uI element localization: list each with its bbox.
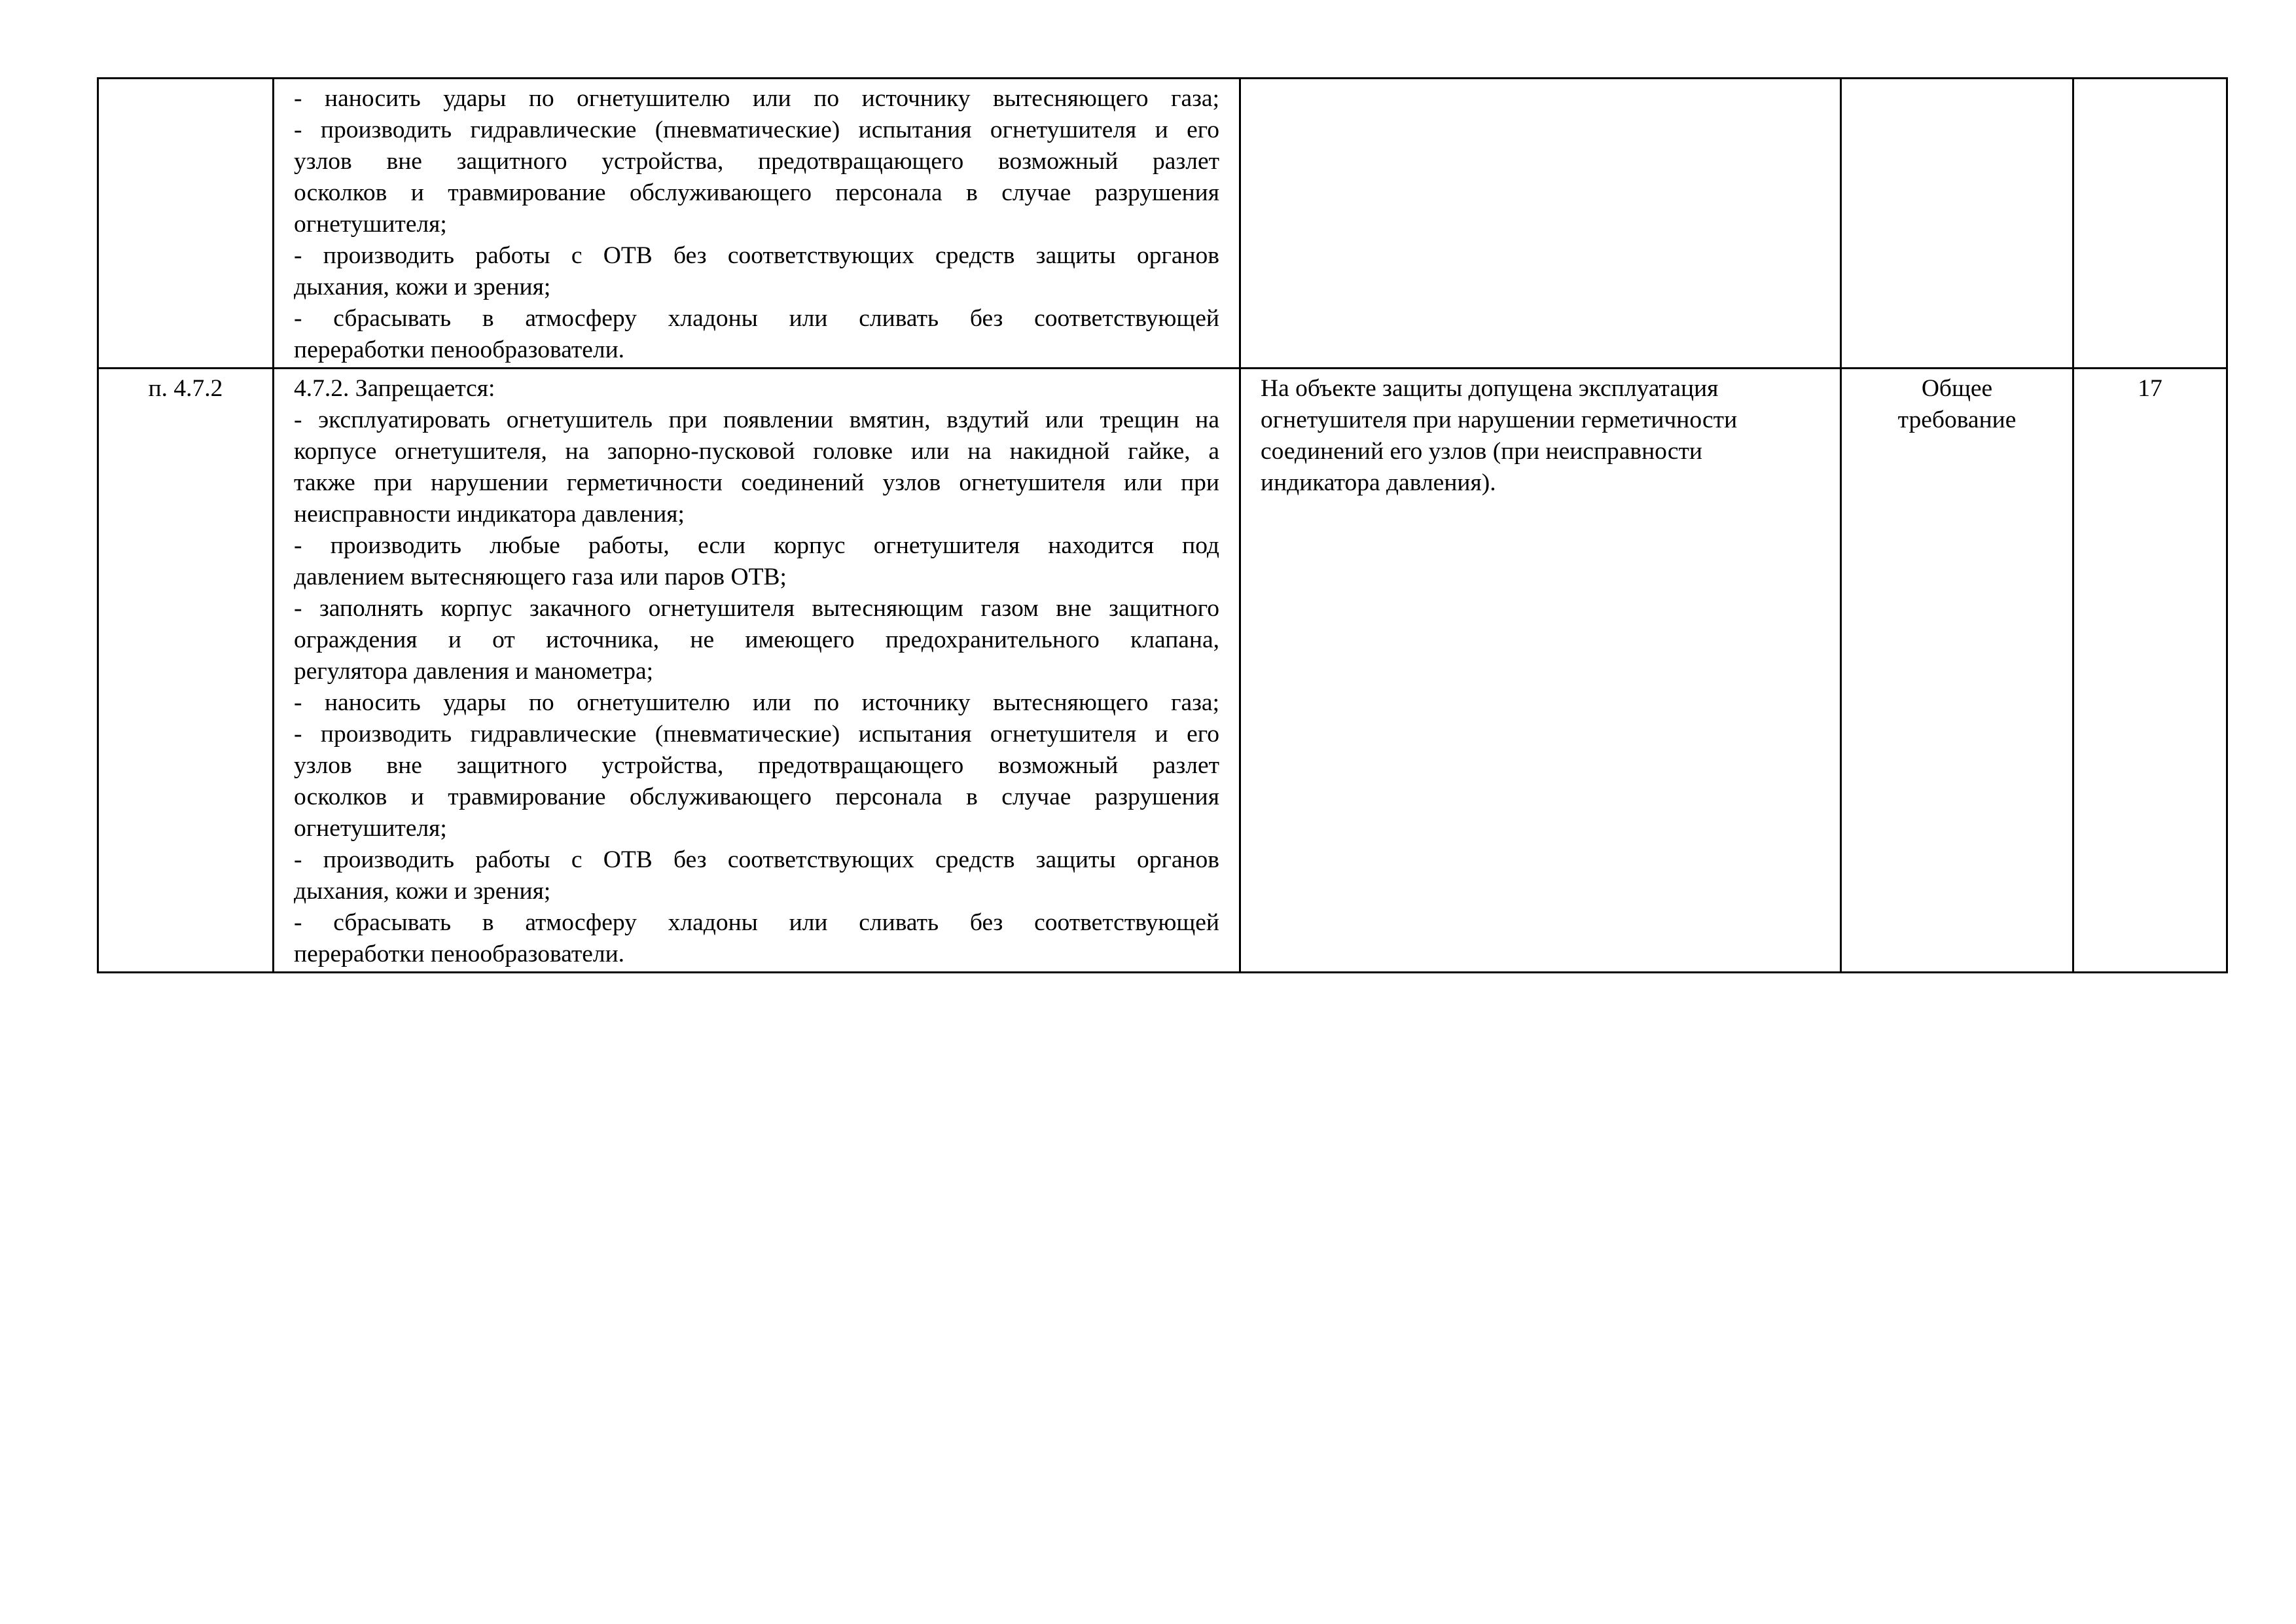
category-line: Общее [1921,375,1993,402]
text-line: - производить гидравлические (пневматические) испытания огнетушителя и его [294,721,1219,748]
violation-cell [1240,369,1841,973]
text-line: - заполнять корпус закачного огнетушителя вытесняющим газом вне защитного [294,595,1219,622]
text-line: - производить работы с ОТВ без соответствующих средств защиты органов [294,846,1219,873]
text-line: - производить гидравлические (пневматические) испытания огнетушителя и его [294,117,1219,143]
text-line: также при нарушении герметичности соединений узлов огнетушителя или при [294,469,1219,496]
text-line: неисправности индикатора давления; [294,501,685,528]
text-line: - производить работы с ОТВ без соответствующих средств защиты органов [294,242,1219,269]
text-line: переработки пенообразователи. [294,336,625,363]
violation-line: индикатора давления). [1261,469,1496,496]
requirements-table [97,77,2228,973]
requirement-text-cell [274,369,1240,973]
number-cell: 17 [2073,369,2227,973]
violation-line: огнетушителя при нарушении герметичности [1261,406,1738,433]
text-line: осколков и травмирование обслуживающего персонала в случае разрушения [294,784,1219,810]
text-line: давлением вытесняющего газа или паров ОТВ; [294,564,787,590]
text-line: ограждения и от источника, не имеющего предохранительного клапана, [294,626,1219,653]
text-line: осколков и травмирование обслуживающего персонала в случае разрушения [294,179,1219,206]
category-cell [1841,79,2073,369]
text-line: узлов вне защитного устройства, предотвращающего возможный разлет [294,148,1219,175]
requirement-text-cell [274,79,1240,369]
violation-line: На объекте защиты допущена эксплуатация [1261,375,1719,402]
text-line: - производить любые работы, если корпус огнетушителя находится под [294,532,1219,559]
text-line: - наносить удары по огнетушителю или по источнику вытесняющего газа; [294,85,1219,112]
clause-cell: п. 4.7.2 [98,369,274,973]
text-line: огнетушителя; [294,815,447,842]
category-cell [1841,369,2073,973]
violation-line: соединений его узлов (при неисправности [1261,438,1702,465]
text-line: узлов вне защитного устройства, предотвращающего возможный разлет [294,752,1219,779]
text-line: - сбрасывать в атмосферу хладоны или сливать без соответствующей [294,909,1219,936]
text-line: регулятора давления и манометра; [294,658,654,685]
text-line: дыхания, кожи и зрения; [294,878,551,905]
table-row [98,79,2227,369]
text-line: переработки пенообразователи. [294,941,625,967]
violation-cell [1240,79,1841,369]
table-row [98,369,2227,973]
number-cell [2073,79,2227,369]
clause-cell [98,79,274,369]
category-line: требование [1897,406,2017,433]
text-line: 4.7.2. Запрещается: [294,375,495,402]
text-line: корпусе огнетушителя, на запорно-пусковой головке или на накидной гайке, а [294,438,1219,465]
text-line: огнетушителя; [294,211,447,238]
text-line: дыхания, кожи и зрения; [294,274,551,300]
text-line: - сбрасывать в атмосферу хладоны или сливать без соответствующей [294,305,1219,332]
text-line: - наносить удары по огнетушителю или по источнику вытесняющего газа; [294,689,1219,716]
text-line: - эксплуатировать огнетушитель при появлении вмятин, вздутий или трещин на [294,406,1219,433]
